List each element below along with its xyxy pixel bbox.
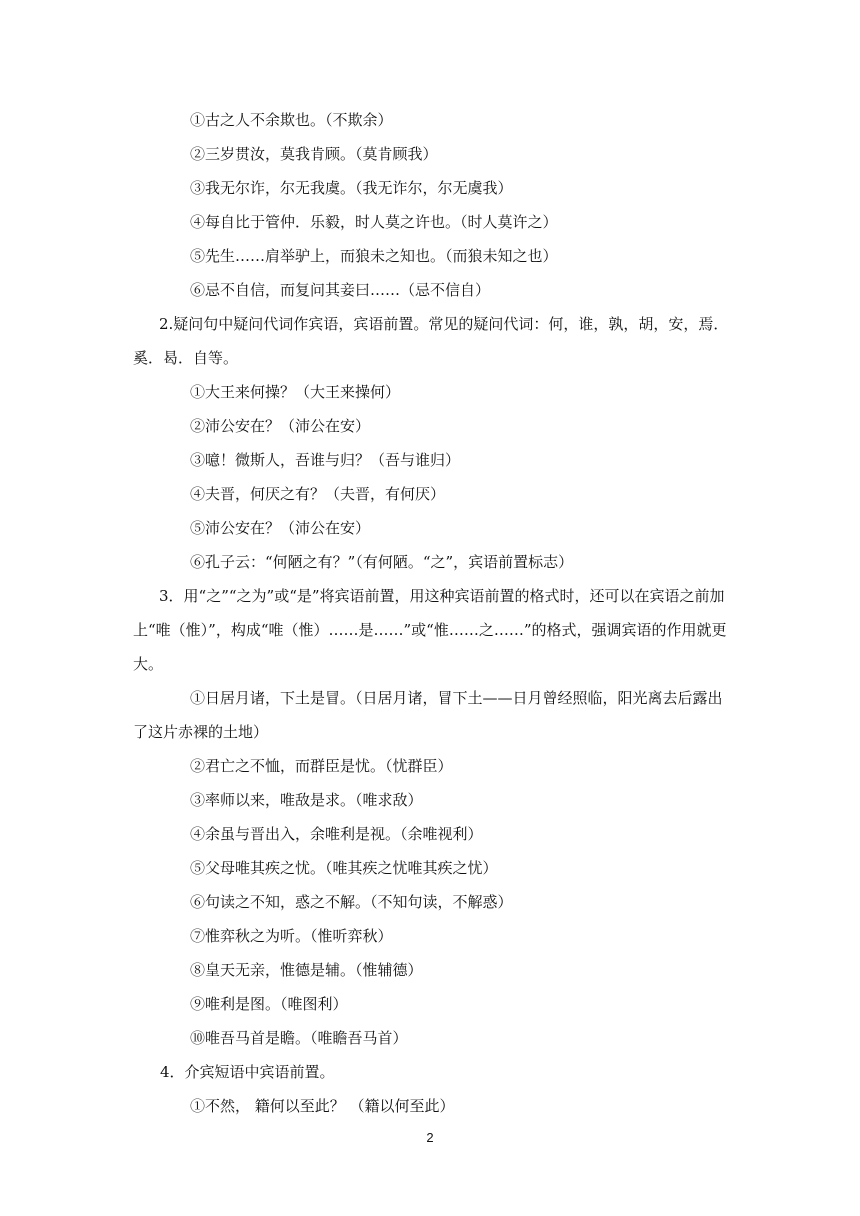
example-line: ⑥忌不自信，而复问其妾曰……（忌不信自） — [190, 281, 491, 299]
example-line: ①日居月诸，下土是冒。（日居月诸，冒下土——日月曾经照临，阳光离去后露出 — [190, 689, 723, 707]
example-line: ⑨唯利是图。（唯图利） — [190, 995, 348, 1013]
example-line: ③我无尔诈，尔无我虞。（我无诈尔，尔无虞我） — [190, 179, 513, 197]
example-line: ②君亡之不恤，而群臣是忧。（忧群臣） — [190, 757, 453, 775]
example-line: ⑤先生……肩举驴上，而狼未之知也。（而狼未知之也） — [190, 247, 558, 265]
example-line: ④夫晋，何厌之有？（夫晋，有何厌） — [190, 485, 446, 503]
page-number: 2 — [426, 1130, 434, 1145]
example-line: ⑥孔子云：“何陋之有？”（有何陋。“之”，宾语前置标志） — [190, 553, 574, 571]
example-line: ①不然， 籍何以至此？ （籍以何至此） — [190, 1097, 455, 1115]
example-line: ⑤父母唯其疾之忧。（唯其疾之忧唯其疾之忧） — [190, 859, 498, 877]
example-line: ⑤沛公安在？（沛公在安） — [190, 519, 371, 537]
example-line: ③率师以来，唯敌是求。（唯求敌） — [190, 791, 423, 809]
example-line: ②沛公安在？（沛公在安） — [190, 417, 371, 435]
example-line: ④余虽与晋出入，余唯利是视。（余唯视利） — [190, 825, 483, 843]
example-line: ③噫！微斯人，吾谁与归？（吾与谁归） — [190, 451, 461, 469]
example-line: ⑧皇天无亲，惟德是辅。（惟辅德） — [190, 961, 423, 979]
section-heading: 2.疑问句中疑问代词作宾语，宾语前置。常见的疑问代词：何，谁，孰，胡，安，焉．奚．曷．自等。 — [133, 315, 729, 367]
example-line: ④每自比于管仲．乐毅，时人莫之许也。（时人莫许之） — [190, 213, 558, 231]
section-heading: 4．介宾短语中宾语前置。 — [160, 1063, 335, 1081]
example-line: ①古之人不余欺也。（不欺余） — [190, 111, 393, 129]
example-line: ②三岁贯汝，莫我肯顾。（莫肯顾我） — [190, 145, 438, 163]
section-heading: 3．用“之”“之为”或“是”将宾语前置，用这种宾语前置的格式时，还可以在宾语之前加上“唯（惟）”，构成“唯（惟）……是……”或“惟……之……”的格式，强调宾语的作用就更大。 — [133, 587, 727, 673]
example-line: ①大王来何操？（大王来操何） — [190, 383, 401, 401]
example-line: ⑥句读之不知，惑之不解。（不知句读，不解惑） — [190, 893, 513, 911]
example-line: ⑦惟弈秋之为听。（惟听弈秋） — [190, 927, 393, 945]
example-line-continuation: 了这片赤裸的土地） — [133, 723, 269, 741]
example-line: ⑩唯吾马首是瞻。（唯瞻吾马首） — [190, 1029, 408, 1047]
